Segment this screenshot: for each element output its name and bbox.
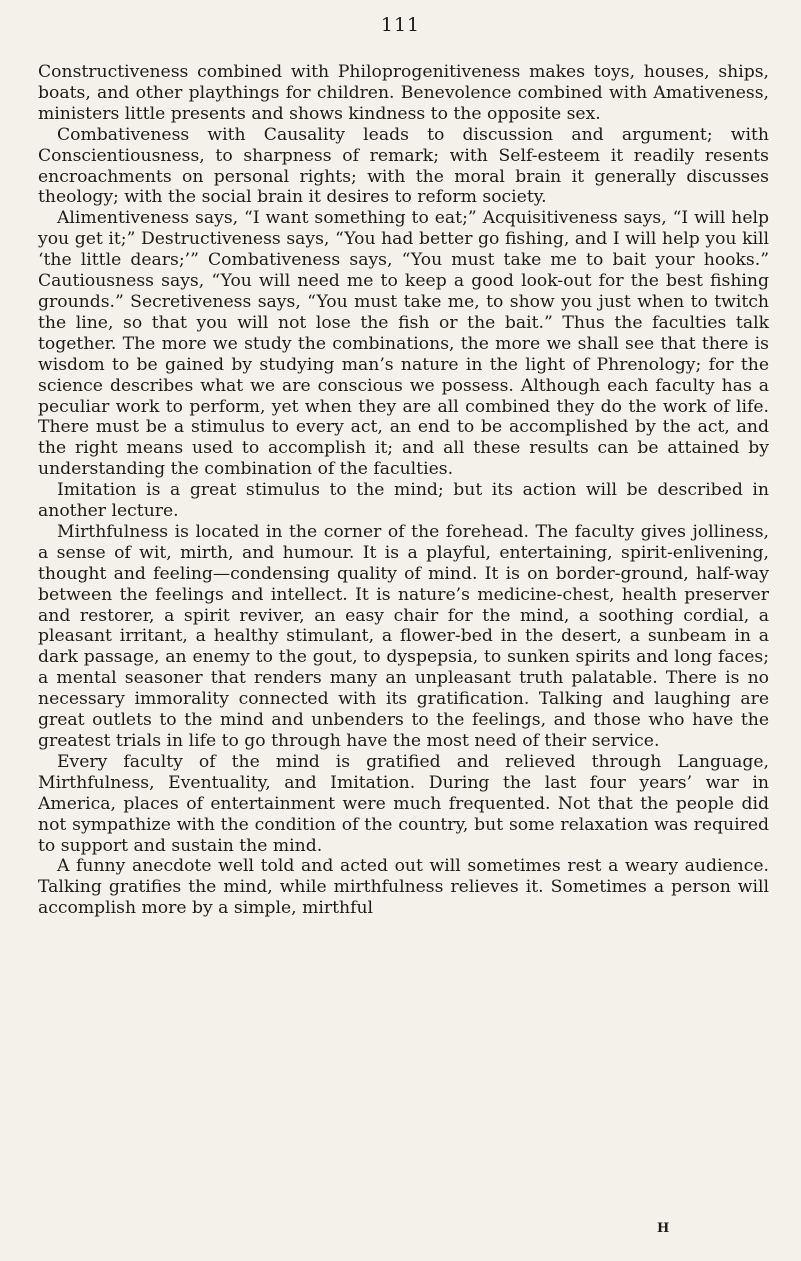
page-number: 111 xyxy=(380,14,421,36)
paragraph-imitation: Imitation is a great stimulus to the mind; but its action will be described in another lecture. xyxy=(38,480,769,522)
paragraph-every-faculty: Every faculty of the mind is gratified and relieved through Language, Mirthfulness, Eventuality, and Imitation. During the last four years’ war in America, places of entertainment were much frequented. Not that the people did not sympathize with the condition of the country, but some relaxation was required to support and sustain the mind. xyxy=(38,751,769,856)
page-body-text xyxy=(38,62,769,919)
paragraph-mirthfulness: Mirthfulness is located in the corner of the forehead. The faculty gives jolliness, a sense of wit, mirth, and humour. It is a playful, entertaining, spirit-enlivening, thought and feeling—condensing quality of mind. It is on border-ground, half-way between the feelings and intellect. It is nature’s medicine-chest, health preserver and restorer, a spirit reviver, an easy chair for the mind, a soothing cordial, a pleasant irritant, a healthy stimulant, a flower-bed in the desert, a sunbeam in a dark passage, an enemy to the gout, to dyspepsia, to sunken spirits and long faces; a mental seasoner that renders many an unpleasant truth palatable. There is no necessary immorality connected with its gratification. Talking and laughing are great outlets to the mind and unbenders to the feelings, and those who have the greatest trials in life to go through have the most need of their service. xyxy=(38,521,769,751)
paragraph-faculties-dialogue: Alimentiveness says, “I want something to eat;” Acquisitiveness says, “I will help you get it;” Destructiveness says, “You had better go fishing, and I will help you kill ‘the little dears;’” Combativeness says, “You must take me to bait your hooks.” Cautiousness says, “You will need me to keep a good look-out for the best fishing grounds.” Secretiveness says, “You must take me, to show you just when to twitch the line, so that you will not lose the fish or the bait.” Thus the faculties talk together. The more we study the combinations, the more we shall see that there is wisdom to be gained by studying man’s nature in the light of Phrenology; for the science describes what we are conscious we possess. Although each faculty has a peculiar work to perform, yet when they are all combined they do the work of life. There must be a stimulus to every act, an end to be accomplished by the act, and the right means used to accomplish it; and all these results can be attained by understanding the combination of the faculties. xyxy=(38,208,769,480)
paragraph-combativeness: Combativeness with Causality leads to discussion and argument; with Conscientiousness, to sharpness of remark; with Self-esteem it readily resents encroachments on personal rights; with the moral brain it generally discusses theology; with the social brain it desires to reform society. xyxy=(38,124,769,208)
paragraph-funny-anecdote: A funny anecdote well told and acted out will sometimes rest a weary audience. Talking gratifies the mind, while mirthfulness relieves it. Sometimes a person will accomplish more by a simple, mirthful xyxy=(38,856,769,919)
paragraph-constructiveness: Constructiveness combined with Philoprogenitiveness makes toys, houses, ships, boats, and other playthings for children. Benevolence combined with Amativeness, ministers little presents and shows kindness to the opposite sex. xyxy=(38,62,769,124)
signature-mark: H xyxy=(657,1221,671,1236)
